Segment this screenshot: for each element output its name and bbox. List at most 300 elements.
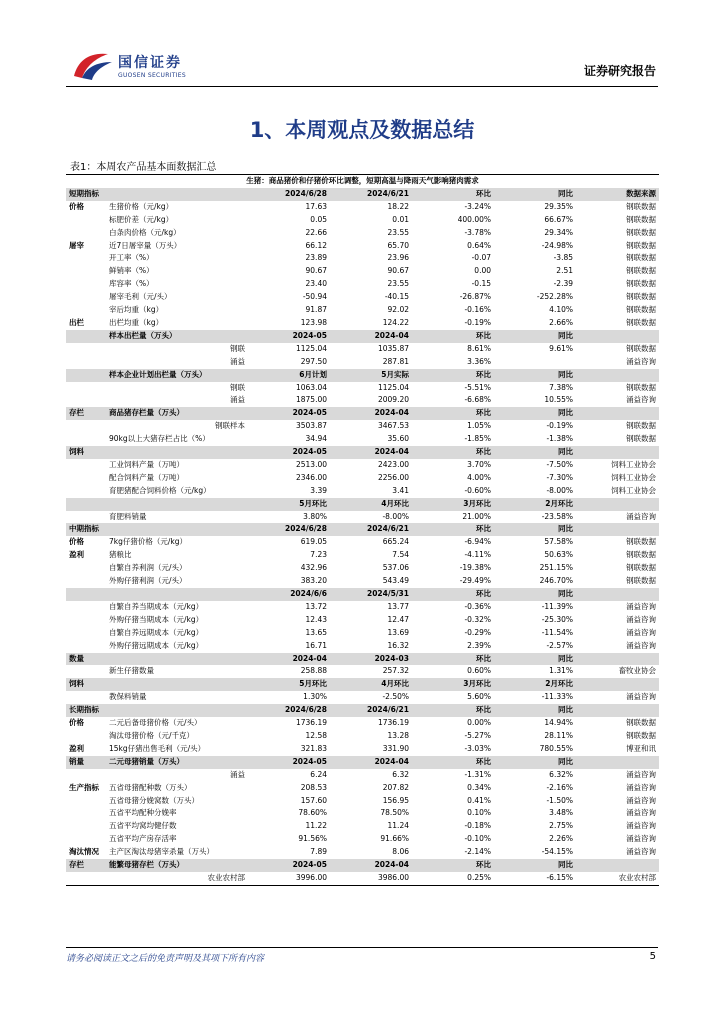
table-cell: 价格 xyxy=(69,201,84,211)
table-cell: 543.49 xyxy=(382,576,409,586)
table-cell: -7.30% xyxy=(546,472,573,482)
table-cell: 65.70 xyxy=(387,240,409,250)
table-cell: 数量 xyxy=(66,653,106,666)
footer-disclaimer: 请务必阅读正文之后的免责声明及其项下所有内容 xyxy=(66,954,265,964)
table-cell: 124.22 xyxy=(382,317,409,327)
table-cell: 90.67 xyxy=(305,266,327,276)
table-cell xyxy=(66,304,106,317)
table-row xyxy=(66,433,659,446)
table-cell: 383.20 xyxy=(300,576,327,586)
table-row xyxy=(66,820,659,833)
table-cell xyxy=(576,859,659,872)
table-cell: 钢联数据 xyxy=(626,227,657,237)
table-cell: 208.53 xyxy=(300,782,327,792)
table-row xyxy=(66,459,659,472)
table-cell: 1125.04 xyxy=(295,343,327,353)
table-cell: -1.50% xyxy=(546,795,573,805)
table-cell: 3.80% xyxy=(303,511,327,521)
table-cell: 涌益 xyxy=(230,769,245,779)
table-cell: -19.38% xyxy=(459,563,491,573)
table-caption: 表1：本周农产品基本面数据汇总 xyxy=(70,162,217,173)
table-cell: 白条肉价格（元/kg） xyxy=(109,227,181,237)
table-cell: 出栏 xyxy=(69,317,84,327)
table-cell: 3.41 xyxy=(392,485,409,495)
table-cell: -8.00% xyxy=(382,511,409,521)
table-cell: 12.47 xyxy=(387,614,409,624)
table-cell: 同比 xyxy=(494,859,576,872)
table-cell: 11.22 xyxy=(305,821,327,831)
table-cell: 13.69 xyxy=(387,627,409,637)
table-cell: 0.05 xyxy=(310,214,327,224)
guosen-logo-icon xyxy=(72,50,114,80)
table-row xyxy=(66,511,659,524)
table-cell: 主产区淘汰母猪宰杀量（万头） xyxy=(109,847,214,857)
table-cell xyxy=(66,382,106,395)
table-cell xyxy=(576,407,659,420)
table-row xyxy=(66,252,659,265)
table-cell: 淘汰母猪价格（元/千克） xyxy=(109,730,195,740)
table-cell: 5.60% xyxy=(467,692,491,702)
table-cell: 开工率（%） xyxy=(109,253,154,263)
table-cell: -3.24% xyxy=(464,201,491,211)
table-cell: 12.58 xyxy=(305,730,327,740)
table-cell: 92.02 xyxy=(387,305,409,315)
table-cell xyxy=(66,665,106,678)
table-cell: 123.98 xyxy=(300,317,327,327)
table-cell: 1125.04 xyxy=(377,382,409,392)
table-cell xyxy=(66,640,106,653)
table-cell: 258.88 xyxy=(300,666,327,676)
table-cell: 8.06 xyxy=(392,847,409,857)
table-cell: -0.16% xyxy=(464,305,491,315)
table-cell: 同比 xyxy=(494,407,576,420)
table-cell: 0.00% xyxy=(467,718,491,728)
table-cell: 2024-04 xyxy=(330,859,412,872)
table-cell: 15kg仔猪出售毛利（元/头） xyxy=(109,743,206,753)
table-cell: 中期指标 xyxy=(66,523,106,536)
table-cell: 90.67 xyxy=(387,266,409,276)
table-row xyxy=(66,665,659,678)
table-title-row xyxy=(66,175,659,188)
table-cell: 2024-05 xyxy=(248,859,330,872)
table-cell: 淘汰情况 xyxy=(69,847,99,857)
table-cell: 环比 xyxy=(412,704,494,717)
table-cell xyxy=(66,420,106,433)
guosen-logo xyxy=(72,50,222,84)
table-cell: 环比 xyxy=(412,188,494,201)
table-cell: 涌益咨询 xyxy=(626,834,657,844)
table-cell: 1063.04 xyxy=(295,382,327,392)
table-cell: 246.70% xyxy=(539,576,573,586)
table-cell: 2024-05 xyxy=(248,407,330,420)
table-cell: -24.98% xyxy=(541,240,573,250)
table-cell: 5月环比 xyxy=(248,678,330,691)
table-cell xyxy=(576,498,659,511)
table-cell: -2.14% xyxy=(464,847,491,857)
table-cell: 432.96 xyxy=(300,563,327,573)
table-cell: -11.54% xyxy=(541,627,573,637)
table-row xyxy=(66,769,659,782)
table-cell: 0.25% xyxy=(412,872,494,885)
table-cell: 钢联 xyxy=(230,343,245,353)
table-cell xyxy=(106,678,248,691)
table-cell: 涌益咨询 xyxy=(626,640,657,650)
table-cell: 鲜销率（%） xyxy=(109,266,154,276)
table-cell: 2024-05 xyxy=(248,756,330,769)
table-row xyxy=(66,343,659,356)
table-cell: 2.26% xyxy=(549,834,573,844)
table-cell: 780.55% xyxy=(539,743,573,753)
table-cell xyxy=(66,252,106,265)
table-cell xyxy=(576,523,659,536)
table-cell: 自繁自养利润（元/头） xyxy=(109,563,187,573)
table-cell xyxy=(576,704,659,717)
table-cell: 宰后均重（kg） xyxy=(109,305,164,315)
table-cell: 同比 xyxy=(494,188,576,201)
table-cell: 价格 xyxy=(69,718,84,728)
table-cell xyxy=(66,330,106,343)
table-cell: 五省平均配种分娩率 xyxy=(109,808,177,818)
table-cell: 同比 xyxy=(494,704,576,717)
table-cell: 8.61% xyxy=(467,343,491,353)
table-cell xyxy=(66,807,106,820)
table-cell: 钢联数据 xyxy=(626,201,657,211)
table-cell: 近7日屠宰量（万头） xyxy=(109,240,182,250)
table-cell xyxy=(66,601,106,614)
table-cell: 钢联数据 xyxy=(626,563,657,573)
table-cell: 同比 xyxy=(494,330,576,343)
table-cell: 3.36% xyxy=(467,356,491,366)
table-subheader-row xyxy=(66,588,659,601)
table-cell: 同比 xyxy=(494,653,576,666)
table-cell: 2024/6/21 xyxy=(330,523,412,536)
table-cell: 29.34% xyxy=(544,227,573,237)
table-subheader-row xyxy=(66,407,659,420)
table-cell: 3503.87 xyxy=(295,421,327,431)
table-cell: 21.00% xyxy=(462,511,491,521)
table-row xyxy=(66,575,659,588)
table-cell: 短期指标 xyxy=(66,188,106,201)
table-cell: 饲料工业协会 xyxy=(611,485,657,495)
table-cell: 饲料 xyxy=(66,446,106,459)
table-cell: -2.50% xyxy=(382,692,409,702)
page-header xyxy=(0,0,724,92)
table-cell: 10.55% xyxy=(544,395,573,405)
table-cell: 出栏均重（kg） xyxy=(109,317,164,327)
table-cell: 12.43 xyxy=(305,614,327,624)
table-row xyxy=(66,240,659,253)
table-cell: 28.11% xyxy=(544,730,573,740)
table-cell: 钢联数据 xyxy=(626,343,657,353)
table-cell: 价格 xyxy=(69,537,84,547)
table-cell: 2.39% xyxy=(467,640,491,650)
table-cell: -0.18% xyxy=(464,821,491,831)
table-cell: 3986.00 xyxy=(330,872,412,885)
table-cell: 屠宰毛利（元/头） xyxy=(109,292,172,302)
table-cell: 数据来源 xyxy=(576,188,659,201)
table-cell: 7.54 xyxy=(392,550,409,560)
table-cell: -40.15 xyxy=(384,292,409,302)
table-cell: -0.07 xyxy=(471,253,491,263)
table-cell: -3.85 xyxy=(553,253,573,263)
table-cell: 17.63 xyxy=(305,201,327,211)
table-cell: 2024/6/28 xyxy=(248,188,330,201)
table-cell: 外购仔猪利润（元/头） xyxy=(109,576,187,586)
table-cell xyxy=(66,498,106,511)
table-cell: 同比 xyxy=(494,446,576,459)
table-cell xyxy=(106,523,248,536)
table-cell: 环比 xyxy=(412,588,494,601)
table-cell xyxy=(66,291,106,304)
table-subheader-row xyxy=(66,678,659,691)
table-cell: 3.70% xyxy=(467,459,491,469)
table-cell: 育肥猪配合饲料价格（元/kg） xyxy=(109,485,211,495)
table-cell: 207.82 xyxy=(382,782,409,792)
table-cell: -2.16% xyxy=(546,782,573,792)
table-cell: 2024/6/21 xyxy=(330,188,412,201)
table-cell: -1.31% xyxy=(464,769,491,779)
table-cell: 2.66% xyxy=(549,317,573,327)
table-cell: -3.03% xyxy=(464,743,491,753)
table-cell: 13.65 xyxy=(305,627,327,637)
table-row xyxy=(66,833,659,846)
table-cell: 二元母猪销量（万头） xyxy=(106,756,248,769)
table-cell: 4月环比 xyxy=(330,498,412,511)
table-cell: 钢联数据 xyxy=(626,317,657,327)
table-cell: 1875.00 xyxy=(295,395,327,405)
table-row xyxy=(66,214,659,227)
table-cell: 2346.00 xyxy=(295,472,327,482)
table-row xyxy=(66,549,659,562)
table-cell: 1736.19 xyxy=(295,718,327,728)
table-cell: 78.60% xyxy=(298,808,327,818)
table-cell: 畜牧业协会 xyxy=(618,666,657,676)
report-type-label: 证券研究报告 xyxy=(583,64,656,78)
table-cell xyxy=(494,356,576,369)
table-cell: -2.39 xyxy=(553,279,573,289)
table-cell: -0.36% xyxy=(464,601,491,611)
table-cell: 297.50 xyxy=(300,356,327,366)
table-cell: 2256.00 xyxy=(377,472,409,482)
table-cell: 钢联数据 xyxy=(626,279,657,289)
table-cell: -1.85% xyxy=(464,434,491,444)
table-cell xyxy=(576,369,659,382)
table-cell: 400.00% xyxy=(457,214,491,224)
table-cell: 涌益咨询 xyxy=(626,511,657,521)
table-cell: 29.35% xyxy=(544,201,573,211)
table-cell: 23.55 xyxy=(387,279,409,289)
table-cell: 331.90 xyxy=(382,743,409,753)
table-cell xyxy=(106,588,248,601)
table-cell: 2423.00 xyxy=(377,459,409,469)
table-cell xyxy=(66,575,106,588)
table-cell: 90kg以上大猪存栏占比（%） xyxy=(109,434,210,444)
table-cell: 钢联数据 xyxy=(626,214,657,224)
table-row xyxy=(66,420,659,433)
table-cell: 涌益咨询 xyxy=(626,808,657,818)
table-cell: 库容率（%） xyxy=(109,279,154,289)
table-cell: 13.28 xyxy=(387,730,409,740)
table-cell: 1.31% xyxy=(549,666,573,676)
table-cell: 环比 xyxy=(412,756,494,769)
table-cell: 9.61% xyxy=(549,343,573,353)
table-cell: 涌益 xyxy=(230,356,245,366)
table-cell xyxy=(66,472,106,485)
table-cell: 盈利 xyxy=(69,743,84,753)
table-cell: 钢联数据 xyxy=(626,421,657,431)
table-cell: 涌益咨询 xyxy=(626,769,657,779)
table-cell: 0.64% xyxy=(467,240,491,250)
table-cell: 环比 xyxy=(412,407,494,420)
table-cell: 饲料工业协会 xyxy=(611,459,657,469)
table-cell: 钢联数据 xyxy=(626,253,657,263)
table-row xyxy=(66,227,659,240)
table-cell: 钢联样本 xyxy=(215,421,245,431)
table-cell: 11.24 xyxy=(387,821,409,831)
table-cell: 251.15% xyxy=(539,563,573,573)
table-cell: 自繁自养当期成本（元/kg） xyxy=(109,601,204,611)
table-cell: 配合饲料产量（万吨） xyxy=(109,472,184,482)
table-cell xyxy=(106,446,248,459)
table-cell: 4月环比 xyxy=(330,678,412,691)
table-cell: 23.40 xyxy=(305,279,327,289)
table-row xyxy=(66,265,659,278)
table-cell: 665.24 xyxy=(382,537,409,547)
table-subheader-row xyxy=(66,859,659,872)
table-cell: 农业农村部 xyxy=(576,872,659,885)
table-cell: -11.39% xyxy=(541,601,573,611)
table-cell: 涌益咨询 xyxy=(626,847,657,857)
table-cell: -26.87% xyxy=(459,292,491,302)
table-cell: 同比 xyxy=(494,369,576,382)
table-cell: 6月计划 xyxy=(248,369,330,382)
table-cell xyxy=(66,614,106,627)
table-cell: -11.33% xyxy=(541,692,573,702)
table-cell: 屠宰 xyxy=(69,240,84,250)
table-cell: 0.01 xyxy=(392,214,409,224)
table-cell xyxy=(66,485,106,498)
table-cell: -54.15% xyxy=(541,847,573,857)
table-subheader-row xyxy=(66,330,659,343)
logo-text-cn: 国信证券 xyxy=(118,55,182,71)
table-cell xyxy=(66,562,106,575)
table-cell: 18.22 xyxy=(387,201,409,211)
table-cell: 涌益咨询 xyxy=(626,692,657,702)
table-row xyxy=(66,536,659,549)
table-cell: 盈利 xyxy=(69,550,84,560)
table-cell: 3.48% xyxy=(549,808,573,818)
table-cell: 66.12 xyxy=(305,240,327,250)
table-row xyxy=(66,691,659,704)
table-cell: 4.10% xyxy=(549,305,573,315)
table-cell: 钢联数据 xyxy=(626,730,657,740)
table-cell: 钢联数据 xyxy=(626,576,657,586)
table-cell: 0.60% xyxy=(467,666,491,676)
table-cell: 同比 xyxy=(494,523,576,536)
table-cell: 35.60 xyxy=(387,434,409,444)
table-cell: 样本企业计划出栏量（万头） xyxy=(106,369,248,382)
table-cell: 同比 xyxy=(494,588,576,601)
table-row xyxy=(66,640,659,653)
table-row xyxy=(66,846,659,859)
table-cell: 钢联数据 xyxy=(626,434,657,444)
table-cell: 91.66% xyxy=(380,834,409,844)
table-cell: 0.10% xyxy=(467,808,491,818)
table-cell: 619.05 xyxy=(300,537,327,547)
table-row xyxy=(66,291,659,304)
table-cell: 猪粮比 xyxy=(109,550,132,560)
table-row xyxy=(66,382,659,395)
table-cell: 156.95 xyxy=(382,795,409,805)
table-cell: 257.32 xyxy=(382,666,409,676)
table-cell: 2513.00 xyxy=(295,459,327,469)
table-cell: 1736.19 xyxy=(377,718,409,728)
table-cell: -0.19% xyxy=(546,421,573,431)
table-cell: 23.55 xyxy=(387,227,409,237)
table-cell: 13.72 xyxy=(305,601,327,611)
table-row xyxy=(66,795,659,808)
table-cell: -6.94% xyxy=(464,537,491,547)
table-cell: 涌益咨询 xyxy=(626,821,657,831)
table-cell: 3467.53 xyxy=(377,421,409,431)
table-subheader-row xyxy=(66,498,659,511)
table-cell: 7.23 xyxy=(310,550,327,560)
table-cell: 2024/6/28 xyxy=(248,704,330,717)
table-cell: 生产指标 xyxy=(69,782,99,792)
table-cell: 34.94 xyxy=(305,434,327,444)
table-cell: 五省母猪分娩窝数（万头） xyxy=(109,795,199,805)
table-cell: 6.24 xyxy=(310,769,327,779)
table-cell: -7.50% xyxy=(546,459,573,469)
table-cell: 涌益咨询 xyxy=(626,614,657,624)
table-row xyxy=(66,782,659,795)
table-cell: 287.81 xyxy=(382,356,409,366)
table-cell: 4.00% xyxy=(467,472,491,482)
table-cell: 57.58% xyxy=(544,537,573,547)
section-title: 1、本周观点及数据总结 xyxy=(249,118,475,142)
table-cell: 1035.87 xyxy=(377,343,409,353)
table-subheader-row xyxy=(66,369,659,382)
table-cell: 环比 xyxy=(412,330,494,343)
table-cell: 6.32% xyxy=(549,769,573,779)
table-cell xyxy=(66,227,106,240)
agri-fundamentals-table xyxy=(66,174,659,886)
table-cell: 5月实际 xyxy=(330,369,412,382)
table-cell xyxy=(66,511,106,524)
table-cell: 标肥价差（元/kg） xyxy=(109,214,174,224)
table-cell: -3.78% xyxy=(464,227,491,237)
table-row xyxy=(66,562,659,575)
table-cell xyxy=(66,795,106,808)
table-cell: 157.60 xyxy=(300,795,327,805)
table-cell xyxy=(106,188,248,201)
table-cell: 钢联数据 xyxy=(626,537,657,547)
table-cell xyxy=(66,278,106,291)
table-cell: 3月环比 xyxy=(412,498,494,511)
table-cell: 7.89 xyxy=(310,847,327,857)
table-subheader-row xyxy=(66,653,659,666)
table-cell: 商品猪存栏量（万头） xyxy=(106,407,248,420)
table-cell xyxy=(576,330,659,343)
table-row xyxy=(66,627,659,640)
table-cell: -5.51% xyxy=(464,382,491,392)
table-cell: 环比 xyxy=(412,653,494,666)
table-cell xyxy=(66,214,106,227)
table-cell xyxy=(66,833,106,846)
footer-divider xyxy=(66,947,658,948)
table-cell: 7kg仔猪价格（元/kg） xyxy=(109,537,188,547)
table-cell: -1.38% xyxy=(546,434,573,444)
